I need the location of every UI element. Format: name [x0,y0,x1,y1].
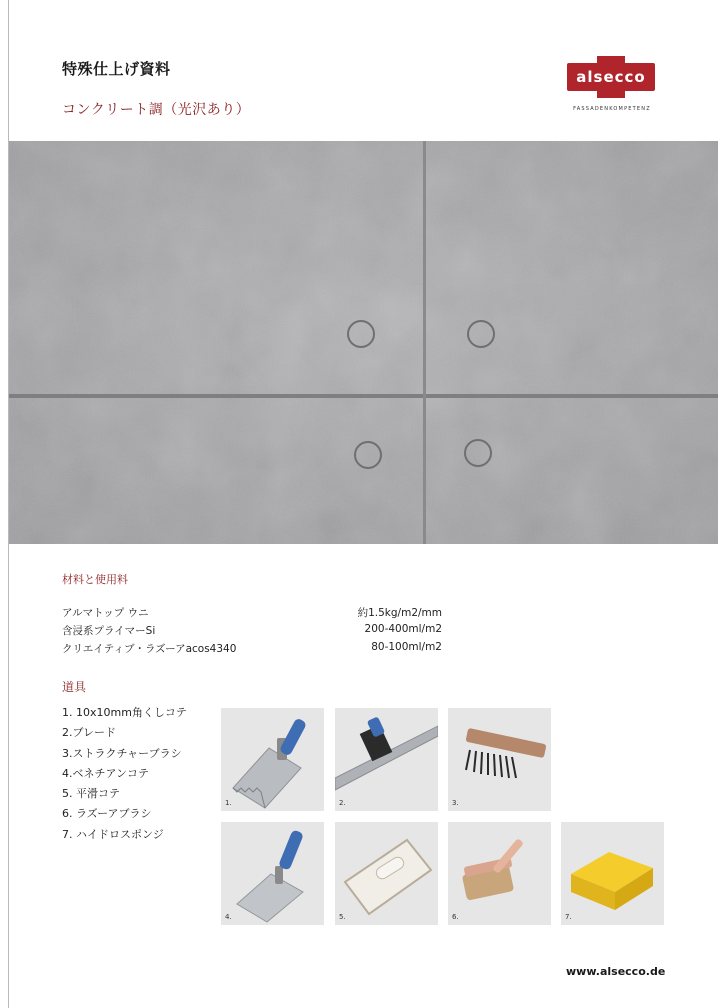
materials-heading: 材料と使用料 [62,573,128,586]
tool-photo-label: 5. [339,913,346,921]
material-name: クリエイティブ・ラズーアacos4340 [62,643,237,655]
tool-item: 1. 10x10mm角くしコテ [62,706,187,719]
page-subtitle: コンクリート調（光沢あり） [62,102,251,118]
tool-photo-label: 6. [452,913,459,921]
alsecco-logo [562,56,662,120]
tool-photo-venetian-trowel [221,822,324,925]
notched-trowel-icon [221,708,324,811]
tool-item: 7. ハイドロスポンジ [62,827,164,841]
tool-item: 4.ベネチアンコテ [62,766,150,780]
sponge-icon [561,822,664,925]
tool-photo-float [335,822,438,925]
material-name: 含浸系プライマーSi [62,625,156,637]
tool-photo-notched-trowel [221,708,324,811]
structure-brush-icon [448,708,551,811]
tool-photo-lasur-brush [448,822,551,925]
logo-wordmark: alsecco [567,63,655,91]
blade-icon [335,708,438,811]
concrete-finish-photo [9,141,718,544]
tool-photo-label: 7. [565,913,572,921]
tool-photo-label: 1. [225,799,232,807]
materials-row [62,623,442,641]
lasur-brush-icon [448,822,551,925]
logo-tab-bottom [597,90,625,98]
materials-row [62,641,442,659]
venetian-trowel-icon [221,822,324,925]
material-name: アルマトップ ウニ [62,607,149,619]
material-amount: 約1.5kg/m2/mm [357,607,442,619]
tool-item: 5. 平滑コテ [62,787,120,801]
tool-photo-sponge [561,822,664,925]
float-icon [335,822,438,925]
tool-item: 2.ブレード [62,726,117,740]
materials-row [62,605,442,623]
logo-tagline: FASSADENKOMPETENZ [573,106,651,112]
tool-photo-label: 4. [225,913,232,921]
tool-photo-blade [335,708,438,811]
material-amount: 80-100ml/m2 [371,641,442,653]
tool-photo-label: 2. [339,799,346,807]
page-title: 特殊仕上げ資料 [62,60,171,78]
footer-website[interactable]: www.alsecco.de [566,965,666,978]
tool-photo-label: 3. [452,799,459,807]
tools-heading: 道具 [62,680,87,694]
tool-item: 6. ラズーアブラシ [62,807,152,821]
material-amount: 200-400ml/m2 [364,623,442,635]
materials-table [62,605,442,659]
tool-item: 3.ストラクチャーブラシ [62,746,182,760]
tool-photo-structure-brush [448,708,551,811]
tools-list [62,703,187,845]
